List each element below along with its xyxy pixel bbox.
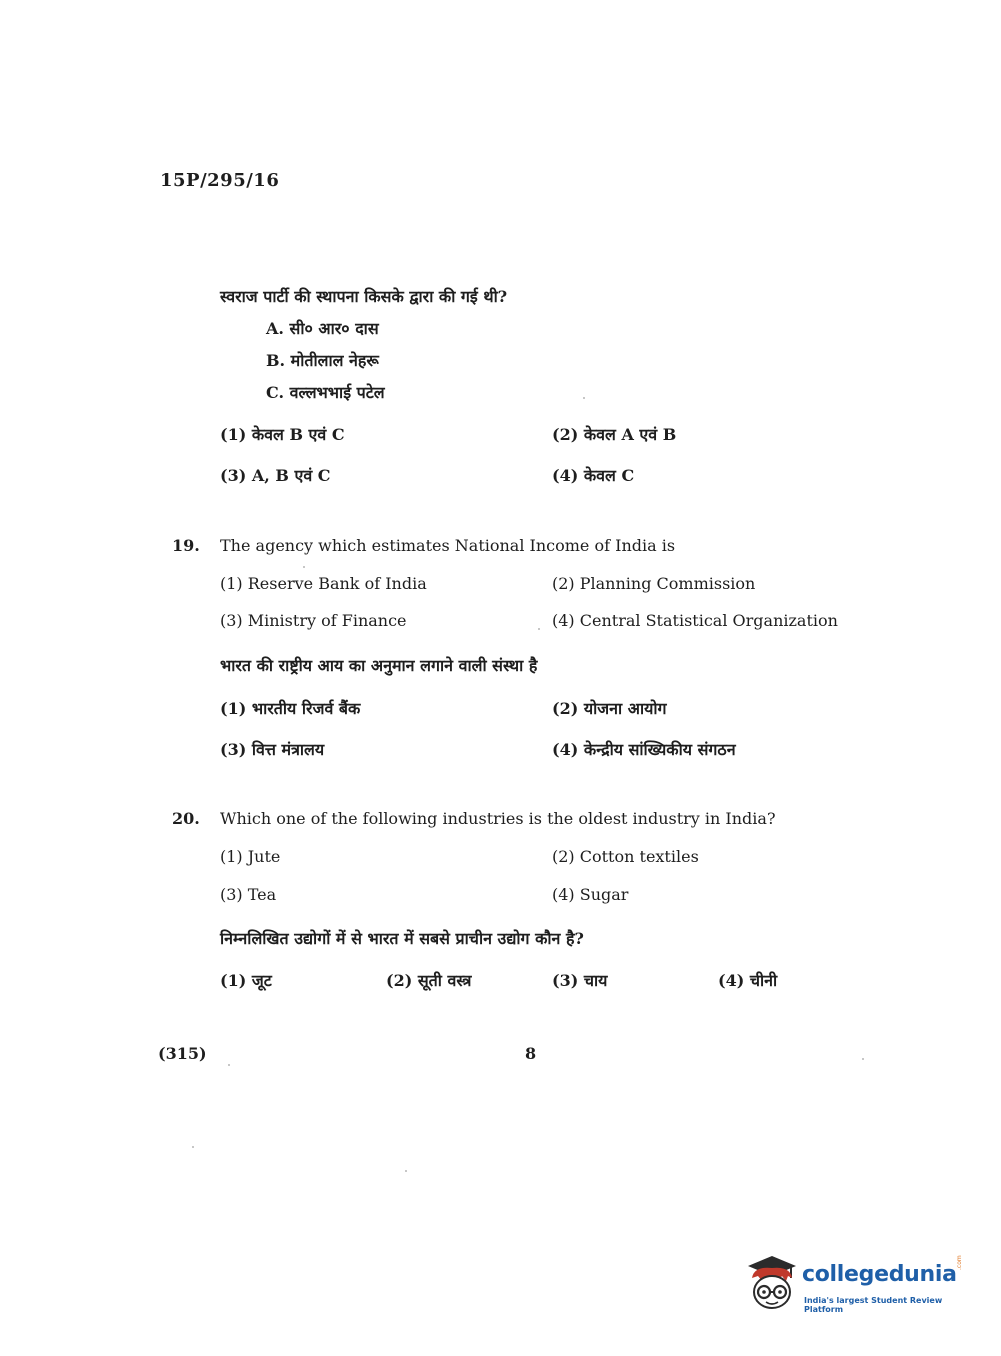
q20-option-1-hi: (1) जूट: [220, 971, 272, 990]
q20-option-3-hi: (3) चाय: [552, 971, 608, 990]
q18-option-1: (1) केवल B एवं C: [220, 425, 345, 444]
page-number: 8: [525, 1044, 537, 1063]
q20-option-1-en: (1) Jute: [220, 847, 281, 866]
student-mascot-icon: [742, 1252, 802, 1314]
q18-question-hindi: स्वराज पार्टी की स्थापना किसके द्वारा की गई थी?: [220, 287, 508, 306]
q18-option-3: (3) A, B एवं C: [220, 466, 331, 485]
q19-option-2-hi: (2) योजना आयोग: [552, 699, 667, 718]
footer-code: (315): [158, 1044, 207, 1063]
q19-option-4-hi: (4) केन्द्रीय सांख्यिकीय संगठन: [552, 740, 736, 759]
paper-code: 15P/295/16: [160, 170, 280, 191]
q19-question-hindi: भारत की राष्ट्रीय आय का अनुमान लगाने वाली संस्था है: [220, 656, 538, 675]
collegedunia-logo: [742, 1252, 972, 1332]
q20-option-4-hi: (4) चीनी: [718, 971, 778, 990]
q20-question-hindi: निम्नलिखित उद्योगों में से भारत में सबसे प्राचीन उद्योग कौन है?: [220, 929, 584, 948]
q19-question-english: The agency which estimates National Income of India is: [220, 536, 676, 555]
q20-question-english: Which one of the following industries is the oldest industry in India?: [220, 809, 776, 828]
logo-tagline: India's largest Student Review Platform: [804, 1296, 943, 1314]
q19-option-1-en: (1) Reserve Bank of India: [220, 574, 427, 593]
q18-statement-b: B. मोतीलाल नेहरू: [266, 351, 379, 370]
logo-suffix: .com: [956, 1255, 963, 1270]
q18-statement-c: C. वल्लभभाई पटेल: [266, 383, 385, 402]
q18-option-2: (2) केवल A एवं B: [552, 425, 677, 444]
q20-option-3-en: (3) Tea: [220, 885, 277, 904]
q20-option-2-hi: (2) सूती वस्त्र: [386, 971, 472, 990]
q19-option-1-hi: (1) भारतीय रिजर्व बैंक: [220, 699, 361, 718]
q19-option-3-hi: (3) वित्त मंत्रालय: [220, 740, 325, 759]
q20-option-4-en: (4) Sugar: [552, 885, 629, 904]
q18-option-4: (4) केवल C: [552, 466, 635, 485]
q18-statement-a: A. सी० आर० दास: [266, 319, 379, 338]
q19-number: 19.: [172, 536, 200, 555]
q19-option-4-en: (4) Central Statistical Organization: [552, 611, 838, 630]
q20-option-2-en: (2) Cotton textiles: [552, 847, 699, 866]
logo-name: collegedunia: [802, 1262, 957, 1287]
q20-number: 20.: [172, 809, 200, 828]
q19-option-3-en: (3) Ministry of Finance: [220, 611, 407, 630]
q19-option-2-en: (2) Planning Commission: [552, 574, 756, 593]
